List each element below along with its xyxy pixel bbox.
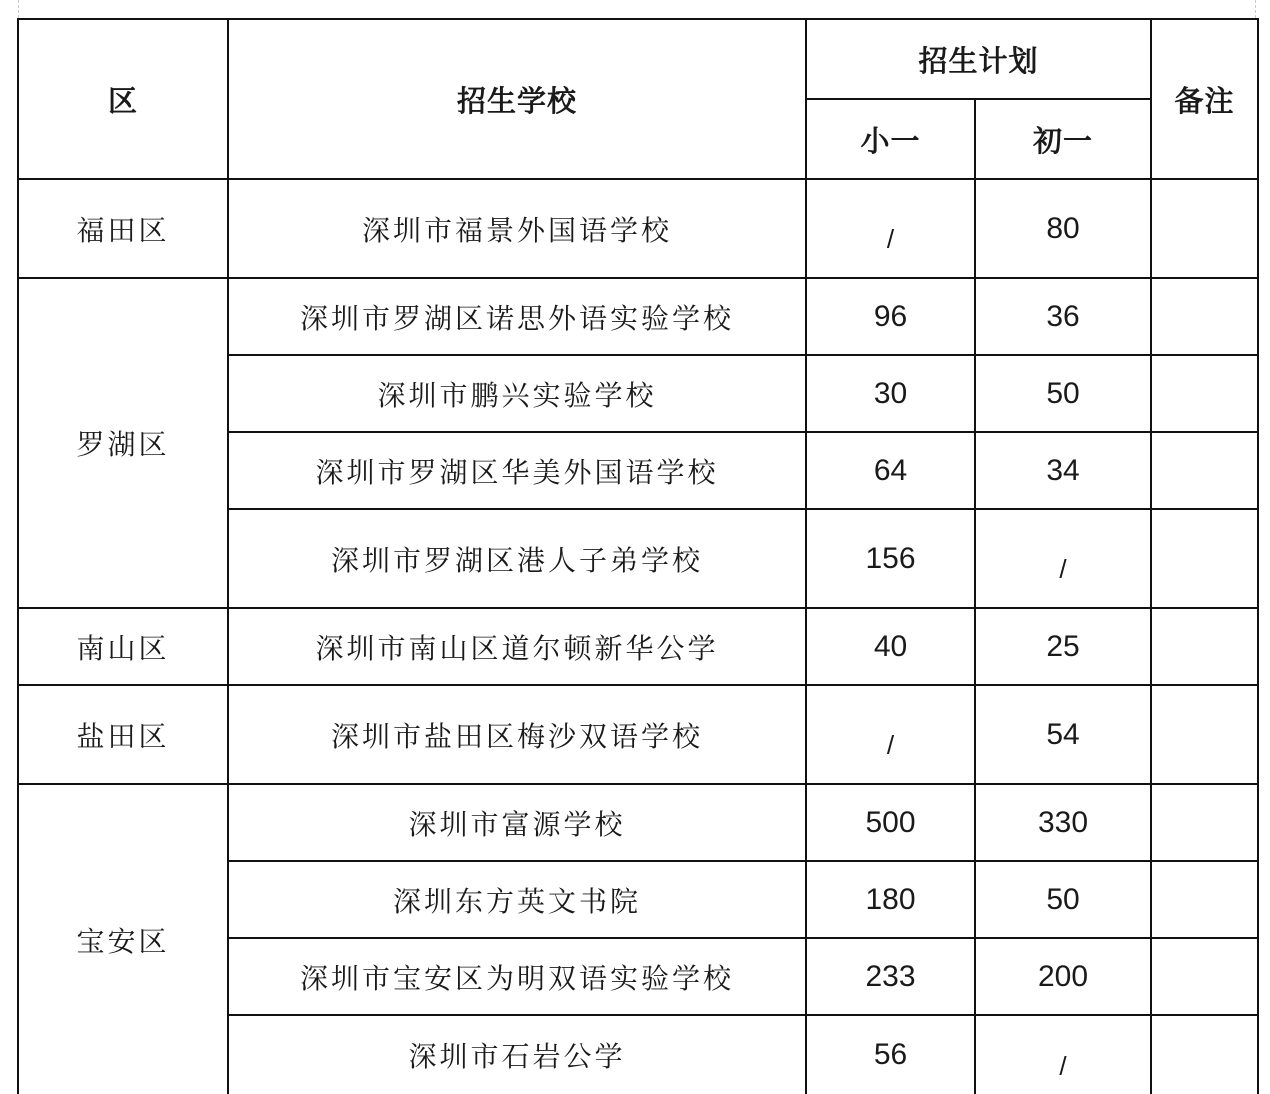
- remark-cell: [1151, 784, 1258, 861]
- grade7-cell: 330: [975, 784, 1151, 861]
- grade1-cell: 233: [806, 938, 975, 1015]
- table-row: [18, 608, 1258, 685]
- remark-cell: [1151, 608, 1258, 685]
- enrollment-table: [17, 18, 1259, 1094]
- header-remark: 备注: [1151, 19, 1258, 179]
- remark-cell: [1151, 432, 1258, 509]
- grade1-cell: 30: [806, 355, 975, 432]
- district-cell: 宝安区: [18, 784, 228, 1094]
- remark-cell: [1151, 179, 1258, 278]
- grade7-cell: 80: [975, 179, 1151, 278]
- remark-cell: [1151, 685, 1258, 784]
- grade1-cell: 40: [806, 608, 975, 685]
- grade7-cell: 36: [975, 278, 1151, 355]
- grade1-cell: 156: [806, 509, 975, 608]
- school-cell: 深圳市福景外国语学校: [228, 179, 806, 278]
- header-grade7: 初一: [975, 99, 1151, 179]
- header-district: 区: [18, 19, 228, 179]
- page-top-guide: [18, 0, 1256, 18]
- school-cell: 深圳市宝安区为明双语实验学校: [228, 938, 806, 1015]
- grade1-cell: 64: [806, 432, 975, 509]
- grade1-cell: 56: [806, 1015, 975, 1094]
- grade7-cell: 200: [975, 938, 1151, 1015]
- school-cell: 深圳市石岩公学: [228, 1015, 806, 1094]
- remark-cell: [1151, 278, 1258, 355]
- grade7-cell: 54: [975, 685, 1151, 784]
- remark-cell: [1151, 355, 1258, 432]
- table-row: [18, 685, 1258, 784]
- school-cell: 深圳市富源学校: [228, 784, 806, 861]
- grade1-cell: /: [806, 179, 975, 278]
- school-cell: 深圳市罗湖区港人子弟学校: [228, 509, 806, 608]
- header-row-1: [18, 19, 1258, 99]
- district-cell: 罗湖区: [18, 278, 228, 608]
- district-cell: 南山区: [18, 608, 228, 685]
- grade7-cell: /: [975, 1015, 1151, 1094]
- table-row: [18, 784, 1258, 861]
- school-cell: 深圳市罗湖区诺思外语实验学校: [228, 278, 806, 355]
- remark-cell: [1151, 509, 1258, 608]
- header-grade1: 小一: [806, 99, 975, 179]
- school-cell: 深圳东方英文书院: [228, 861, 806, 938]
- remark-cell: [1151, 861, 1258, 938]
- district-cell: 盐田区: [18, 685, 228, 784]
- grade7-cell: 34: [975, 432, 1151, 509]
- remark-cell: [1151, 938, 1258, 1015]
- grade7-cell: /: [975, 509, 1151, 608]
- table-body: [18, 179, 1258, 1094]
- grade7-cell: 50: [975, 861, 1151, 938]
- school-cell: 深圳市罗湖区华美外国语学校: [228, 432, 806, 509]
- header-plan: 招生计划: [806, 19, 1151, 99]
- table-row: [18, 278, 1258, 355]
- header-school: 招生学校: [228, 19, 806, 179]
- grade1-cell: /: [806, 685, 975, 784]
- remark-cell: [1151, 1015, 1258, 1094]
- grade1-cell: 500: [806, 784, 975, 861]
- table-row: [18, 179, 1258, 278]
- school-cell: 深圳市盐田区梅沙双语学校: [228, 685, 806, 784]
- school-cell: 深圳市鹏兴实验学校: [228, 355, 806, 432]
- school-cell: 深圳市南山区道尔顿新华公学: [228, 608, 806, 685]
- grade7-cell: 50: [975, 355, 1151, 432]
- district-cell: 福田区: [18, 179, 228, 278]
- grade7-cell: 25: [975, 608, 1151, 685]
- grade1-cell: 96: [806, 278, 975, 355]
- grade1-cell: 180: [806, 861, 975, 938]
